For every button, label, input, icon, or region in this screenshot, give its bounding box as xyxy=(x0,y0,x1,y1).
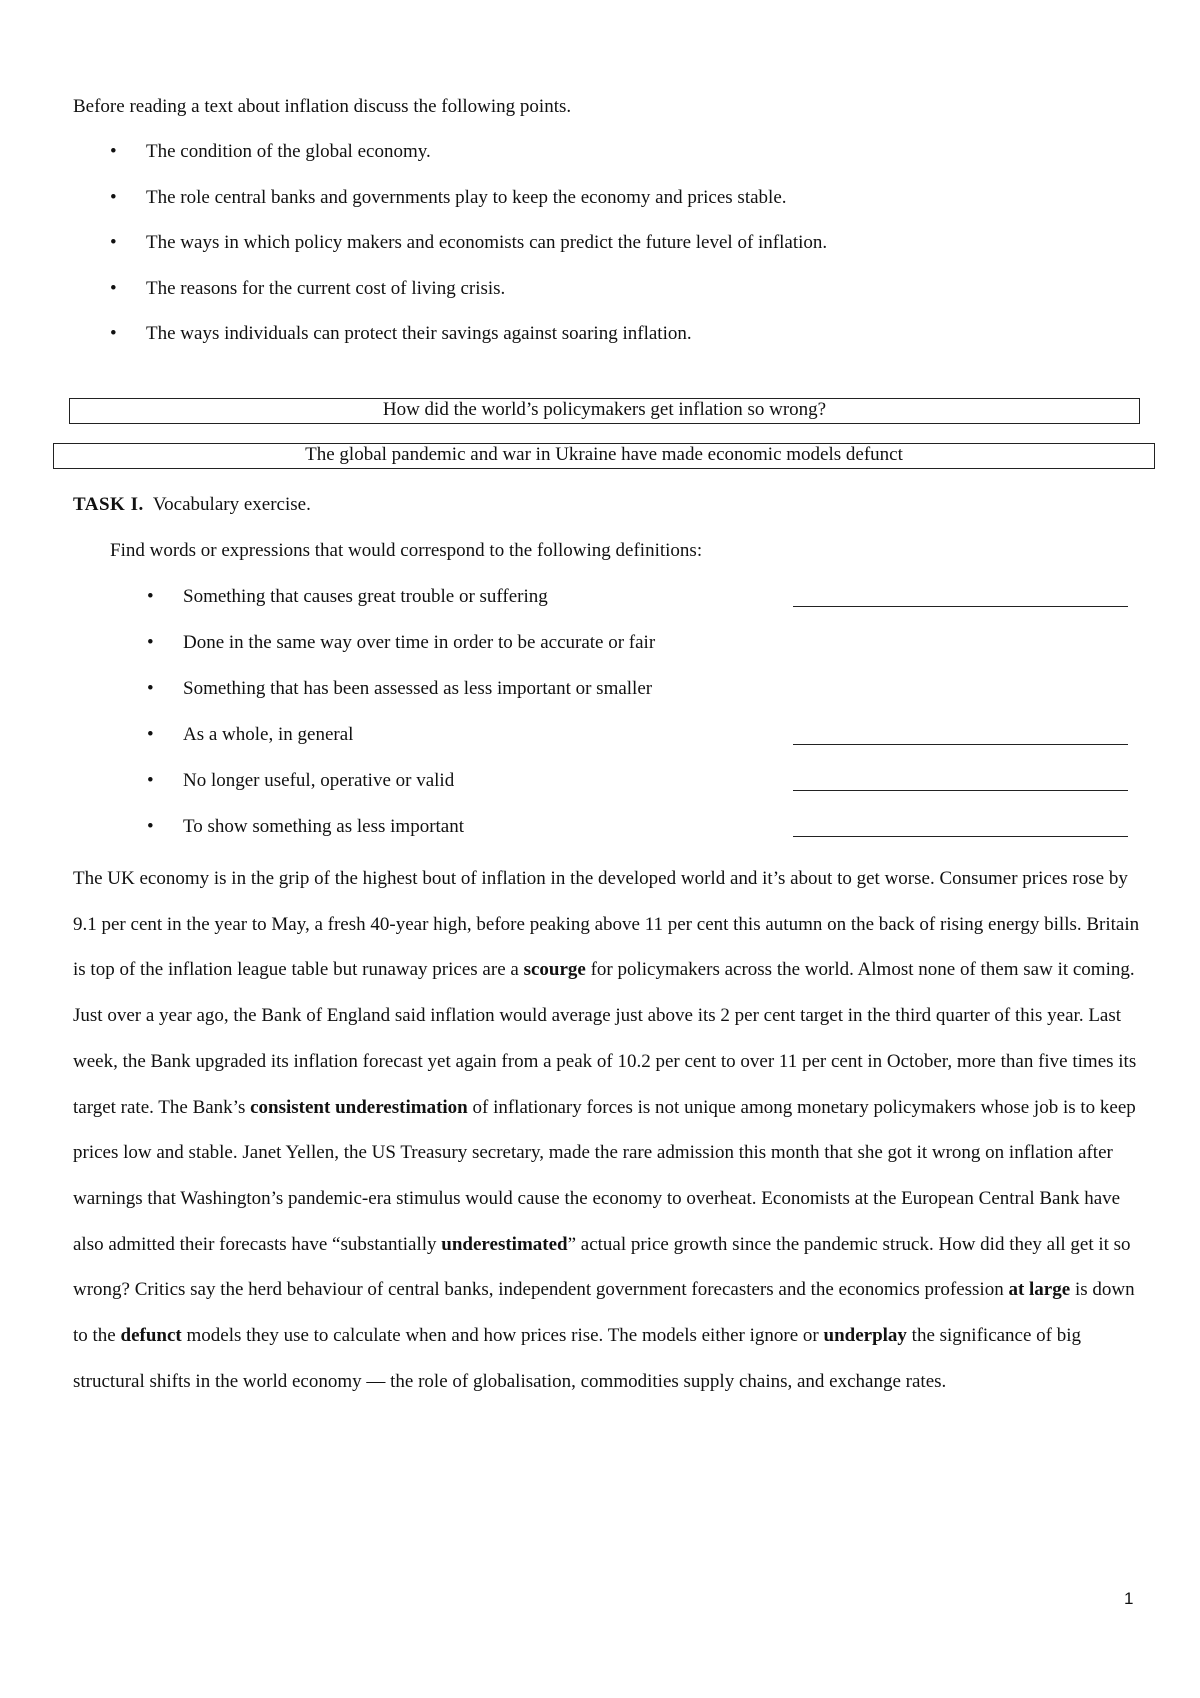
answer-blank[interactable] xyxy=(793,836,1128,837)
definition-item xyxy=(110,769,1130,815)
bullet-icon: • xyxy=(110,186,117,208)
intro-text: Before reading a text about inflation discuss the following points. xyxy=(73,96,572,117)
bullet-icon: • xyxy=(110,323,117,344)
article-text: ” actual price growth since the pandemic struck. How did they all get it so wrong? Critics say the herd behaviour of central banks, independent government forecasters and the economics profession xyxy=(73,1233,1131,1301)
bullet-icon: • xyxy=(147,678,154,699)
bullet-icon: • xyxy=(147,586,154,607)
bullet-icon: • xyxy=(147,816,154,837)
article-text: the significance of big structural shifts in the world economy — the role of globalisation, commodities supply chains, and exchange rates. xyxy=(73,1325,1082,1392)
definition-text: Something that has been assessed as less important or smaller xyxy=(183,678,653,699)
article-headline: How did the world’s policymakers get inflation so wrong? xyxy=(69,398,1140,424)
article-text: is down to the xyxy=(73,1279,1135,1347)
bullet-icon: • xyxy=(110,232,117,253)
vocab-term: defunct xyxy=(120,1325,182,1347)
discussion-point-text: The ways individuals can protect their savings against soaring inflation. xyxy=(146,323,692,344)
discussion-point xyxy=(73,231,827,277)
discussion-points-list xyxy=(73,140,827,368)
definition-item xyxy=(110,631,1130,677)
discussion-point xyxy=(73,322,827,368)
bullet-icon: • xyxy=(110,277,117,299)
task-instruction: Find words or expressions that would correspond to the following definitions: xyxy=(110,540,703,561)
definition-item xyxy=(110,677,1130,723)
vocab-term: scourge xyxy=(523,959,586,981)
discussion-point xyxy=(73,186,827,232)
discussion-point-text: The reasons for the current cost of living crisis. xyxy=(146,277,506,299)
article-text: The UK economy is in the grip of the highest bout of inflation in the developed world and it’s about to get worse. Consumer prices rose by 9.1 per cent in the year to May, a fresh 40-year high, before peaking above 11 per cent this autumn on the back of rising energy bills. Britain is top of the inflation league table but runaway prices are a xyxy=(73,868,1140,981)
discussion-point-text: The condition of the global economy. xyxy=(146,141,431,162)
article-body xyxy=(73,856,1143,1404)
vocab-term: underplay xyxy=(823,1325,907,1347)
definition-text: Something that causes great trouble or suffering xyxy=(183,586,548,607)
discussion-point xyxy=(73,140,827,186)
definitions-list xyxy=(110,585,1130,861)
discussion-point xyxy=(73,277,827,323)
definition-item xyxy=(110,585,1130,631)
definition-text: As a whole, in general xyxy=(183,724,354,745)
article-subheadline: The global pandemic and war in Ukraine have made economic models defunct xyxy=(53,443,1155,469)
definition-text: No longer useful, operative or valid xyxy=(183,770,455,791)
answer-blank[interactable] xyxy=(793,790,1128,791)
bullet-icon: • xyxy=(147,770,154,791)
task-title: Vocabulary exercise. xyxy=(152,494,311,515)
answer-blank[interactable] xyxy=(793,606,1128,607)
page-number: 1 xyxy=(1124,1589,1134,1608)
definition-item xyxy=(110,723,1130,769)
definition-text: To show something as less important xyxy=(183,816,465,837)
article-text: models they use to calculate when and how prices rise. The models either ignore or xyxy=(181,1325,824,1347)
bullet-icon: • xyxy=(110,141,117,162)
vocab-term: at large xyxy=(1008,1279,1071,1301)
vocab-term: consistent underestimation xyxy=(250,1096,468,1118)
task-label: TASK I. xyxy=(73,494,144,515)
bullet-icon: • xyxy=(147,724,154,745)
discussion-point-text: The role central banks and governments play to keep the economy and prices stable. xyxy=(146,186,787,208)
definition-item xyxy=(110,815,1130,861)
definition-text: Done in the same way over time in order to be accurate or fair xyxy=(183,632,656,653)
article-text: of inflationary forces is not unique among monetary policymakers whose job is to keep prices low and stable. Janet Yellen, the US Treasury secretary, made the rare admission this month that she got it wrong on inflation after warnings that Washington’s pandemic-era stimulus would cause the economy to overheat. Economists at the European Central Bank have also admitted their forecasts have “substantially xyxy=(73,1096,1136,1255)
discussion-point-text: The ways in which policy makers and economists can predict the future level of inflation. xyxy=(146,232,828,253)
answer-blank[interactable] xyxy=(793,744,1128,745)
bullet-icon: • xyxy=(147,632,154,653)
article-text: for policymakers across the world. Almost none of them saw it coming. Just over a year ago, the Bank of England said inflation would average just above its 2 per cent target in the third quarter of this year. Last week, the Bank upgraded its inflation forecast yet again from a peak of 10.2 per cent to over 11 per cent in October, more than five times its target rate. The Bank’s xyxy=(73,959,1137,1118)
vocab-term: underestimated xyxy=(441,1233,568,1255)
task-heading xyxy=(73,494,311,516)
